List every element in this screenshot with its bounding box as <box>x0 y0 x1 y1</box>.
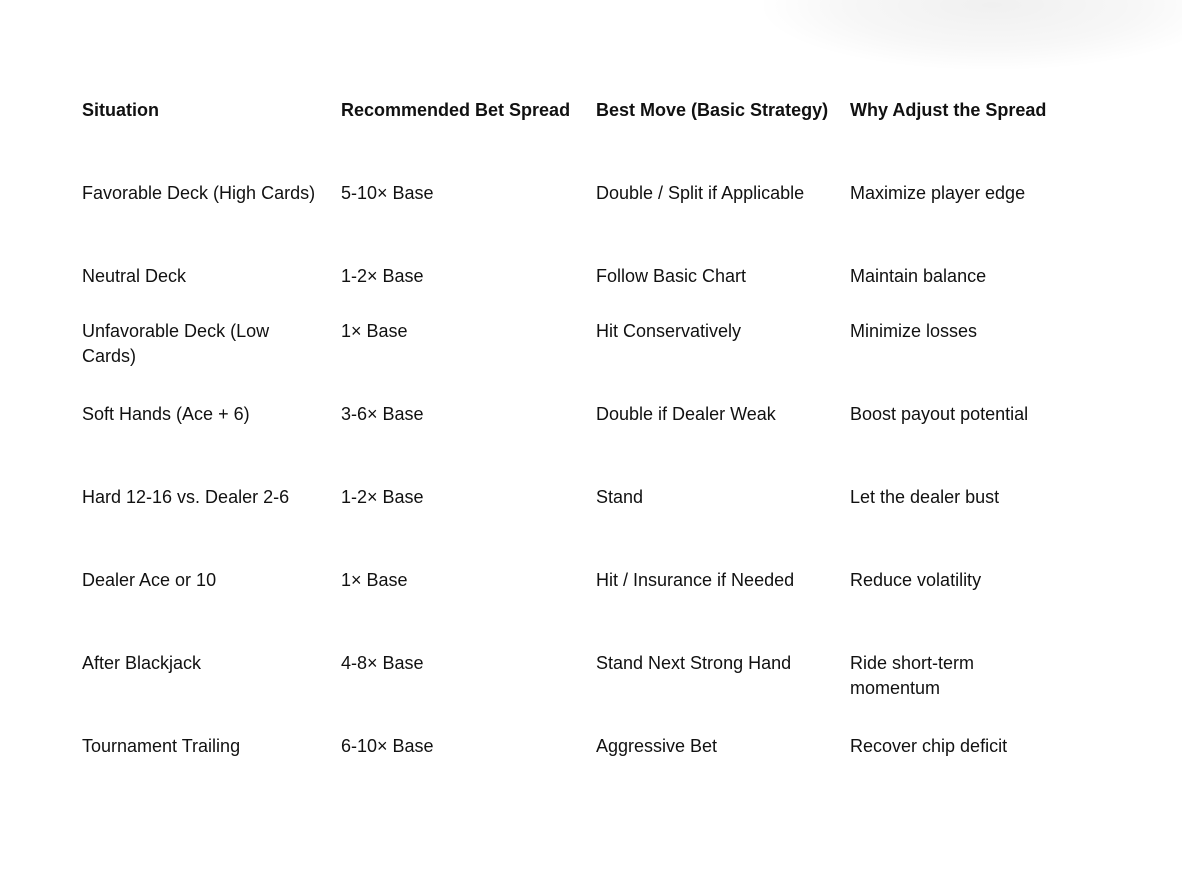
cell-why-adjust: Minimize losses <box>850 321 978 341</box>
cell-situation: Tournament Trailing <box>82 736 241 756</box>
header-bet-spread: Recommended Bet Spread <box>341 100 571 120</box>
table-row <box>73 643 1063 726</box>
corner-shadow <box>762 0 1182 70</box>
table-row <box>73 726 1063 781</box>
cell-why-adjust: Boost payout potential <box>850 404 1029 424</box>
cell-bet-spread: 4-8× Base <box>341 653 424 673</box>
cell-best-move: Follow Basic Chart <box>596 266 747 286</box>
bet-spread-table <box>73 90 1063 781</box>
cell-why-adjust: Maintain balance <box>850 266 987 286</box>
table-header <box>73 90 1063 173</box>
table-row <box>73 560 1063 643</box>
table-row <box>73 173 1063 256</box>
cell-why-adjust: Reduce volatility <box>850 570 982 590</box>
table-row <box>73 256 1063 311</box>
cell-best-move: Aggressive Bet <box>596 736 718 756</box>
cell-bet-spread: 1× Base <box>341 321 408 341</box>
header-best-move: Best Move (Basic Strategy) <box>596 100 829 120</box>
cell-bet-spread: 6-10× Base <box>341 736 434 756</box>
cell-best-move: Hit / Insurance if Needed <box>596 570 795 590</box>
cell-best-move: Hit Conservatively <box>596 321 742 341</box>
table-row <box>73 394 1063 477</box>
cell-best-move: Stand <box>596 487 644 507</box>
table-body <box>73 173 1063 781</box>
cell-best-move: Double / Split if Applicable <box>596 183 805 203</box>
cell-bet-spread: 1-2× Base <box>341 266 424 286</box>
header-row <box>73 90 1063 173</box>
cell-why-adjust: Ride short-term momentum <box>850 653 975 698</box>
cell-situation: Dealer Ace or 10 <box>82 570 217 590</box>
cell-bet-spread: 5-10× Base <box>341 183 434 203</box>
cell-bet-spread: 1× Base <box>341 570 408 590</box>
cell-situation: Neutral Deck <box>82 266 187 286</box>
cell-why-adjust: Recover chip deficit <box>850 736 1008 756</box>
table-row <box>73 311 1063 394</box>
header-situation: Situation <box>82 100 159 120</box>
cell-situation: Soft Hands (Ace + 6) <box>82 404 250 424</box>
cell-bet-spread: 1-2× Base <box>341 487 424 507</box>
cell-situation: After Blackjack <box>82 653 202 673</box>
header-why-adjust: Why Adjust the Spread <box>850 100 1047 120</box>
cell-why-adjust: Let the dealer bust <box>850 487 1000 507</box>
cell-best-move: Double if Dealer Weak <box>596 404 776 424</box>
cell-situation: Hard 12-16 vs. Dealer 2-6 <box>82 487 290 507</box>
cell-situation: Favorable Deck (High Cards) <box>82 183 316 203</box>
cell-best-move: Stand Next Strong Hand <box>596 653 792 673</box>
cell-situation: Unfavorable Deck (Low Cards) <box>82 321 270 366</box>
table-row <box>73 477 1063 560</box>
cell-bet-spread: 3-6× Base <box>341 404 424 424</box>
cell-why-adjust: Maximize player edge <box>850 183 1026 203</box>
